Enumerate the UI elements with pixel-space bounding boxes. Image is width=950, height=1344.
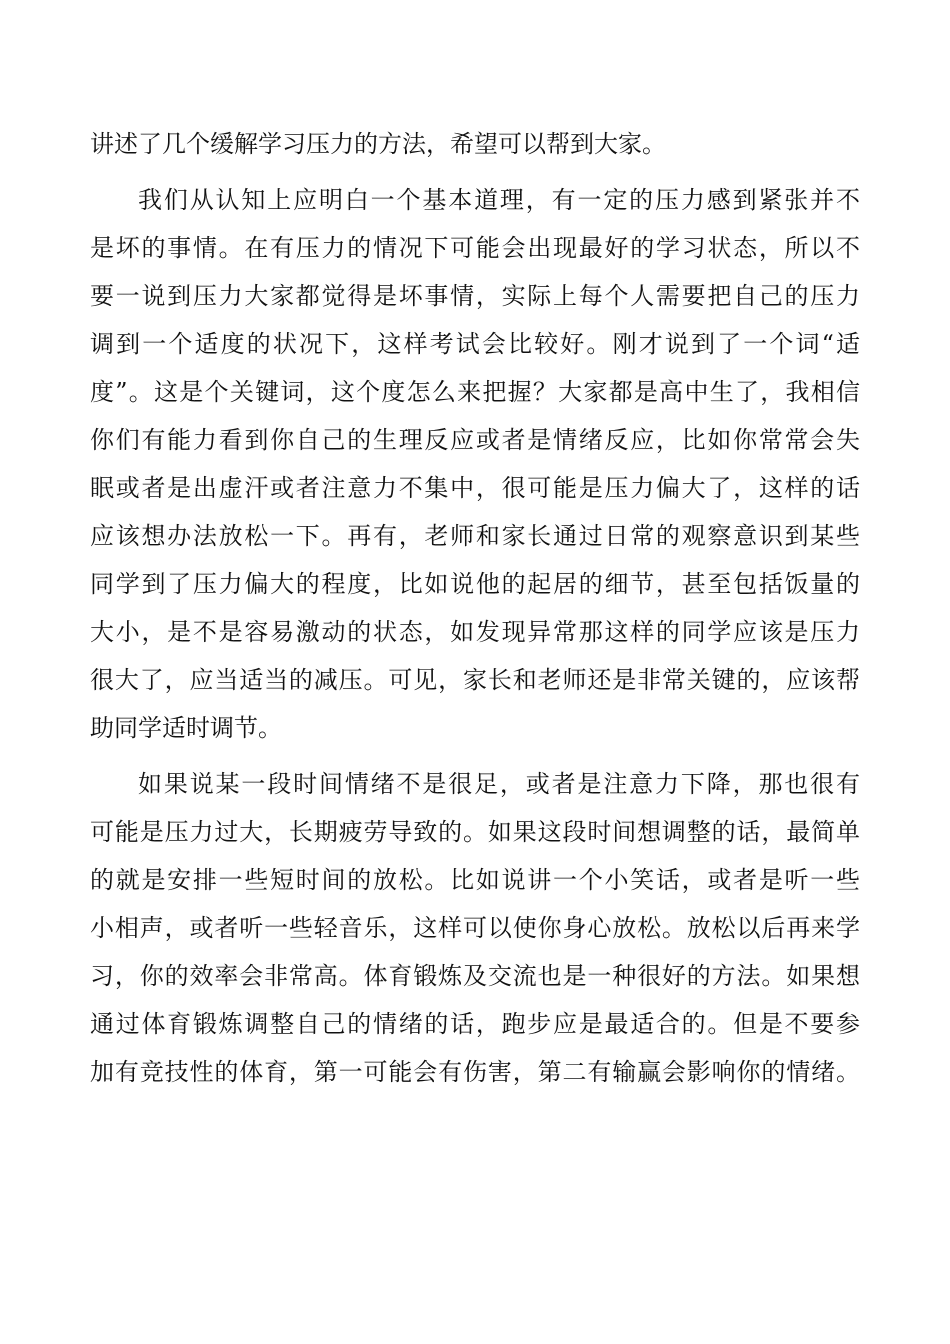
paragraph-1 xyxy=(90,120,860,168)
text-line: 通过体育锻炼调整自己的情绪的话，跑步应是最适合的。但是不要参 xyxy=(90,1010,860,1038)
text-line: 习，你的效率会非常高。体育锻炼及交流也是一种很好的方法。如果想 xyxy=(90,962,860,990)
paragraph-2 xyxy=(90,176,860,752)
text-line: 你们有能力看到你自己的生理反应或者是情绪反应，比如你常常会失 xyxy=(90,426,860,454)
text-line: 我们从认知上应明白一个基本道理，有一定的压力感到紧张并不 xyxy=(138,186,860,214)
text-line: 的就是安排一些短时间的放松。比如说讲一个小笑话，或者是听一些 xyxy=(90,866,860,894)
text-line: 很大了，应当适当的减压。可见，家长和老师还是非常关键的，应该帮 xyxy=(90,666,860,694)
text-line: 应该想办法放松一下。再有，老师和家长通过日常的观察意识到某些 xyxy=(90,522,860,550)
text-line: 度”。这是个关键词，这个度怎么来把握？大家都是高中生了，我相信 xyxy=(90,378,860,406)
document-body xyxy=(90,120,860,1096)
text-line: 眠或者是出虚汗或者注意力不集中，很可能是压力偏大了，这样的话 xyxy=(90,474,860,502)
text-line: 同学到了压力偏大的程度，比如说他的起居的细节，甚至包括饭量的 xyxy=(90,570,860,598)
paragraph-3 xyxy=(90,760,860,1096)
text-line: 大小，是不是容易激动的状态，如发现异常那这样的同学应该是压力 xyxy=(90,618,860,646)
text-line: 可能是压力过大，长期疲劳导致的。如果这段时间想调整的话，最简单 xyxy=(90,818,860,846)
text-line: 要一说到压力大家都觉得是坏事情，实际上每个人需要把自己的压力 xyxy=(90,282,860,310)
text-line: 如果说某一段时间情绪不是很足，或者是注意力下降，那也很有 xyxy=(138,770,860,798)
text-line: 调到一个适度的状况下，这样考试会比较好。刚才说到了一个词“适 xyxy=(90,330,860,358)
text-line: 加有竞技性的体育，第一可能会有伤害，第二有输赢会影响你的情绪。 xyxy=(90,1058,860,1086)
text-line: 小相声，或者听一些轻音乐，这样可以使你身心放松。放松以后再来学 xyxy=(90,914,860,942)
text-line: 是坏的事情。在有压力的情况下可能会出现最好的学习状态，所以不 xyxy=(90,234,860,262)
text-line: 讲述了几个缓解学习压力的方法，希望可以帮到大家。 xyxy=(90,130,666,158)
text-line: 助同学适时调节。 xyxy=(90,714,282,742)
